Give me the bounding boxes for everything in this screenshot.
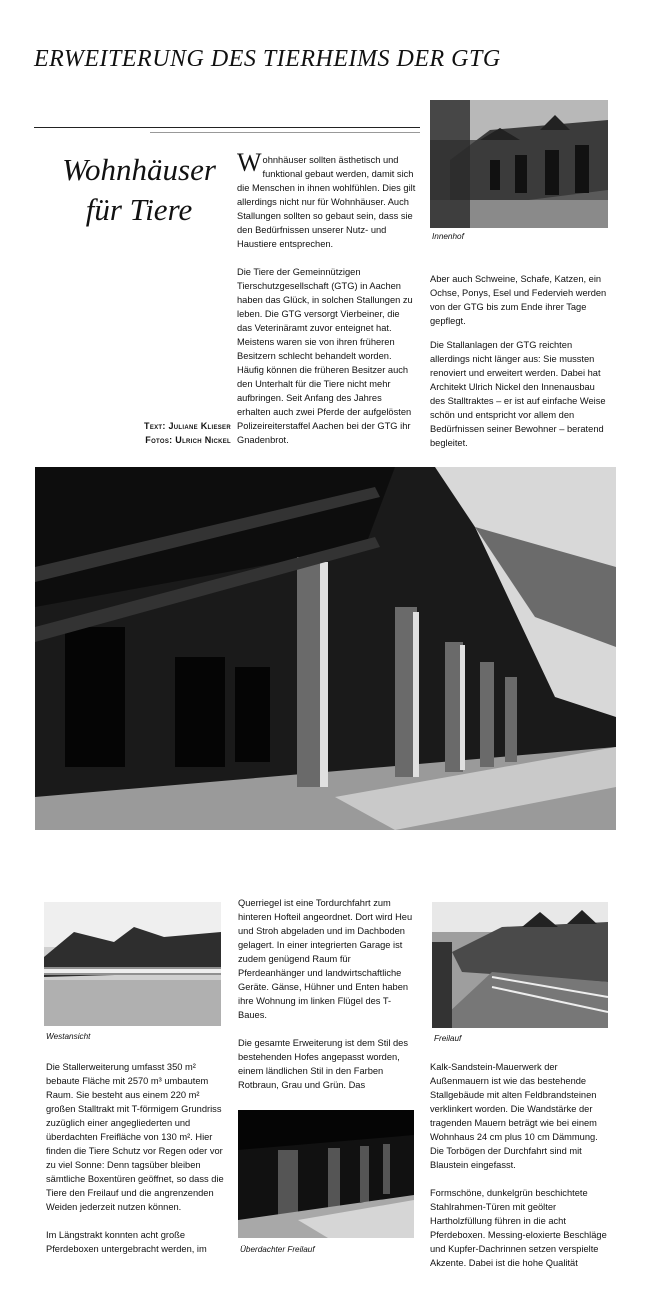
page-header-title: ERWEITERUNG DES TIERHEIMS DER GTG [34,46,501,72]
left-bottom-paragraph-2: Im Längstrakt konnten acht große Pferdeboxen untergebracht werden, im [46,1230,207,1254]
middle-bottom-paragraph-2: Die gesamte Erweiterung ist dem Stil des bestehenden Hofes angepasst worden, einem ländlichen Stil in den Farben Rotbraun, Grau und Grün. Das [238,1038,408,1090]
left-bottom-column [46,1060,224,1266]
middle-bottom-paragraph-1: Querriegel ist eine Tordurchfahrt zum hinteren Hofteil angeordnet. Dort wird Heu und Stroh abgeladen und im Dachboden gelagert. In einer integrierten Garage ist zudem genügend Raum für Pferdeanhänger und landwirtschaftliche Geräte. Gänse, Hühner und Enten haben ihre Wohnung im linken Flügel des T-Baues. [238,898,413,1020]
right-top-column [430,272,610,460]
intro-column [237,148,417,457]
photo-westansicht [44,902,221,1026]
headline-line-2: für Tiere [85,192,193,227]
headline-line-1: Wohnhäuser [62,152,216,187]
intro-paragraph-2: Die Tiere der Gemeinnützigen Tierschutzgesellschaft (GTG) in Aachen haben das Glück, in solchen Stallungen zu leben. Die GTG versorgt Vierbeiner, die das Veterinäramt zuvor enteignet hat. Meistens waren sie von ihren früheren Besitzern schlecht behandelt worden. Häufig können die früheren Besitzer auch den Unterhalt für die Tiere nicht mehr aufbringen. Seit Anfang des Jahres erhalten auch zwei Pferde der aufgelösten Polizeireiterstaffel Aachen bei der GTG ihr Gnadenbrot. [237,267,413,445]
right-top-paragraph-2: Die Stallanlagen der GTG reichten allerdings nicht länger aus: Sie mussten renoviert und erweitert werden. Dabei hat Architekt Ulrich Nickel den Innenausbau des Stalltraktes – er ist auf einfache Weise schön und entspricht vor allem den Bedürfnissen seiner Bewohner – beratend begleitet. [430,340,606,448]
left-bottom-paragraph-1: Die Stallerweiterung umfasst 350 m² bebaute Fläche mit 2570 m³ umbautem Raum. Sie besteht aus einem 220 m² großen Stalltrakt mit T-förmigem Grundriss zuzüglich einer angegliederten und überdachten Freifläche von 130 m². Hier finden die Tiere Schutz vor Regen oder vor zu viel Sonne: Denn tagsüber bleiben sämtliche Boxentüren geöffnet, so dass die Tiere den Freilauf und die angrenzenden Weiden jederzeit nutzen können. [46,1062,224,1212]
caption-westansicht: Westansicht [46,1032,91,1041]
credit-text: Text: Juliane Klieser [144,421,231,431]
article-headline [46,150,232,230]
intro-paragraph-1: Wohnhäuser sollten ästhetisch und funktional gebaut werden, damit sich die Menschen in ihnen wohlfühlen. Dies gilt allerdings nicht nur für Wohnhäuser. Auch Stallungen sollten so gebaut sein, dass sie den Bedürfnissen unserer Nutz- und Haustiere entsprechen. [237,148,416,249]
caption-innenhof: Innenhof [432,232,464,241]
header-rule-long [34,127,420,128]
photo-freilauf [432,902,608,1028]
right-bottom-column [430,1060,610,1280]
credits [76,419,231,447]
header-rule-short [150,132,420,133]
right-bottom-paragraph-2: Formschöne, dunkelgrün beschichtete Stahlrahmen-Türen mit geölter Hartholzfüllung führen in die acht Pferdeboxen. Messing-eloxierte Beschläge und Kupfer-Dachrinnen setzen verspielte Akzente. Dabei ist die hohe Qualität [430,1188,607,1268]
photo-stall-arcade [35,467,616,830]
photo-innenhof [430,100,608,228]
caption-freilauf: Freilauf [434,1034,462,1043]
right-top-paragraph-1: Aber auch Schweine, Schafe, Katzen, ein Ochse, Ponys, Esel und Federvieh werden von der GTG bis zum Ende ihrer Tage gepflegt. [430,274,607,326]
middle-bottom-column [238,896,418,1102]
photo-ueberdachter-freilauf [238,1110,414,1238]
caption-ueberdachter-freilauf: Überdachter Freilauf [240,1245,315,1254]
right-bottom-paragraph-1: Kalk-Sandstein-Mauerwerk der Außenmauern ist wie das bestehende Stallgebäude mit alten Feldbrandsteinen verklinkert worden. Die Wandstärke der tragenden Mauern beträgt wie bei einem Wohnhaus 24 cm plus 10 cm Dämmung. Die Torbögen der Durchfahrt sind mit Blaustein eingefasst. [430,1062,598,1170]
credit-photos: Fotos: Ulrich Nickel [145,435,231,445]
